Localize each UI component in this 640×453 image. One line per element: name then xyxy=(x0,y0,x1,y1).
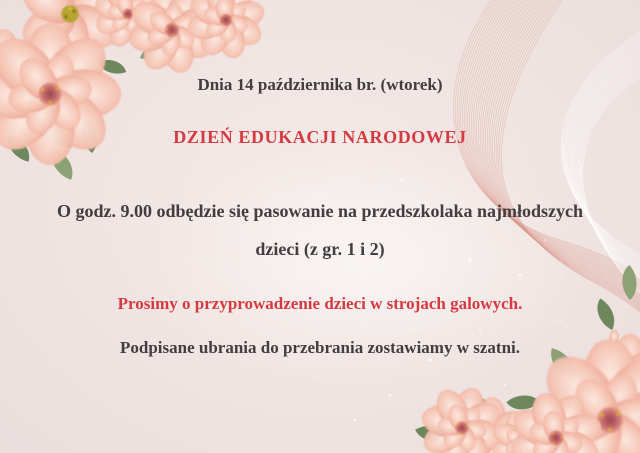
silk-wave-lines-white xyxy=(561,28,640,302)
event-title: DZIEŃ EDUKACJI NARODOWEJ xyxy=(173,127,467,147)
event-details-line2: dzieci (z gr. 1 i 2) xyxy=(255,239,385,259)
cloakroom-note: Podpisane ubrania do przebrania zostawiamy w szatni. xyxy=(120,338,520,357)
event-details-line1: O godz. 9.00 odbędzie się pasowanie na przedszkolaka najmłodszych xyxy=(56,201,584,221)
flower-cluster-bottom-right xyxy=(410,264,640,453)
dress-code-note: Prosimy o przyprowadzenie dzieci w strojach galowych. xyxy=(117,294,523,313)
date-line: Dnia 14 października br. (wtorek) xyxy=(197,75,443,94)
